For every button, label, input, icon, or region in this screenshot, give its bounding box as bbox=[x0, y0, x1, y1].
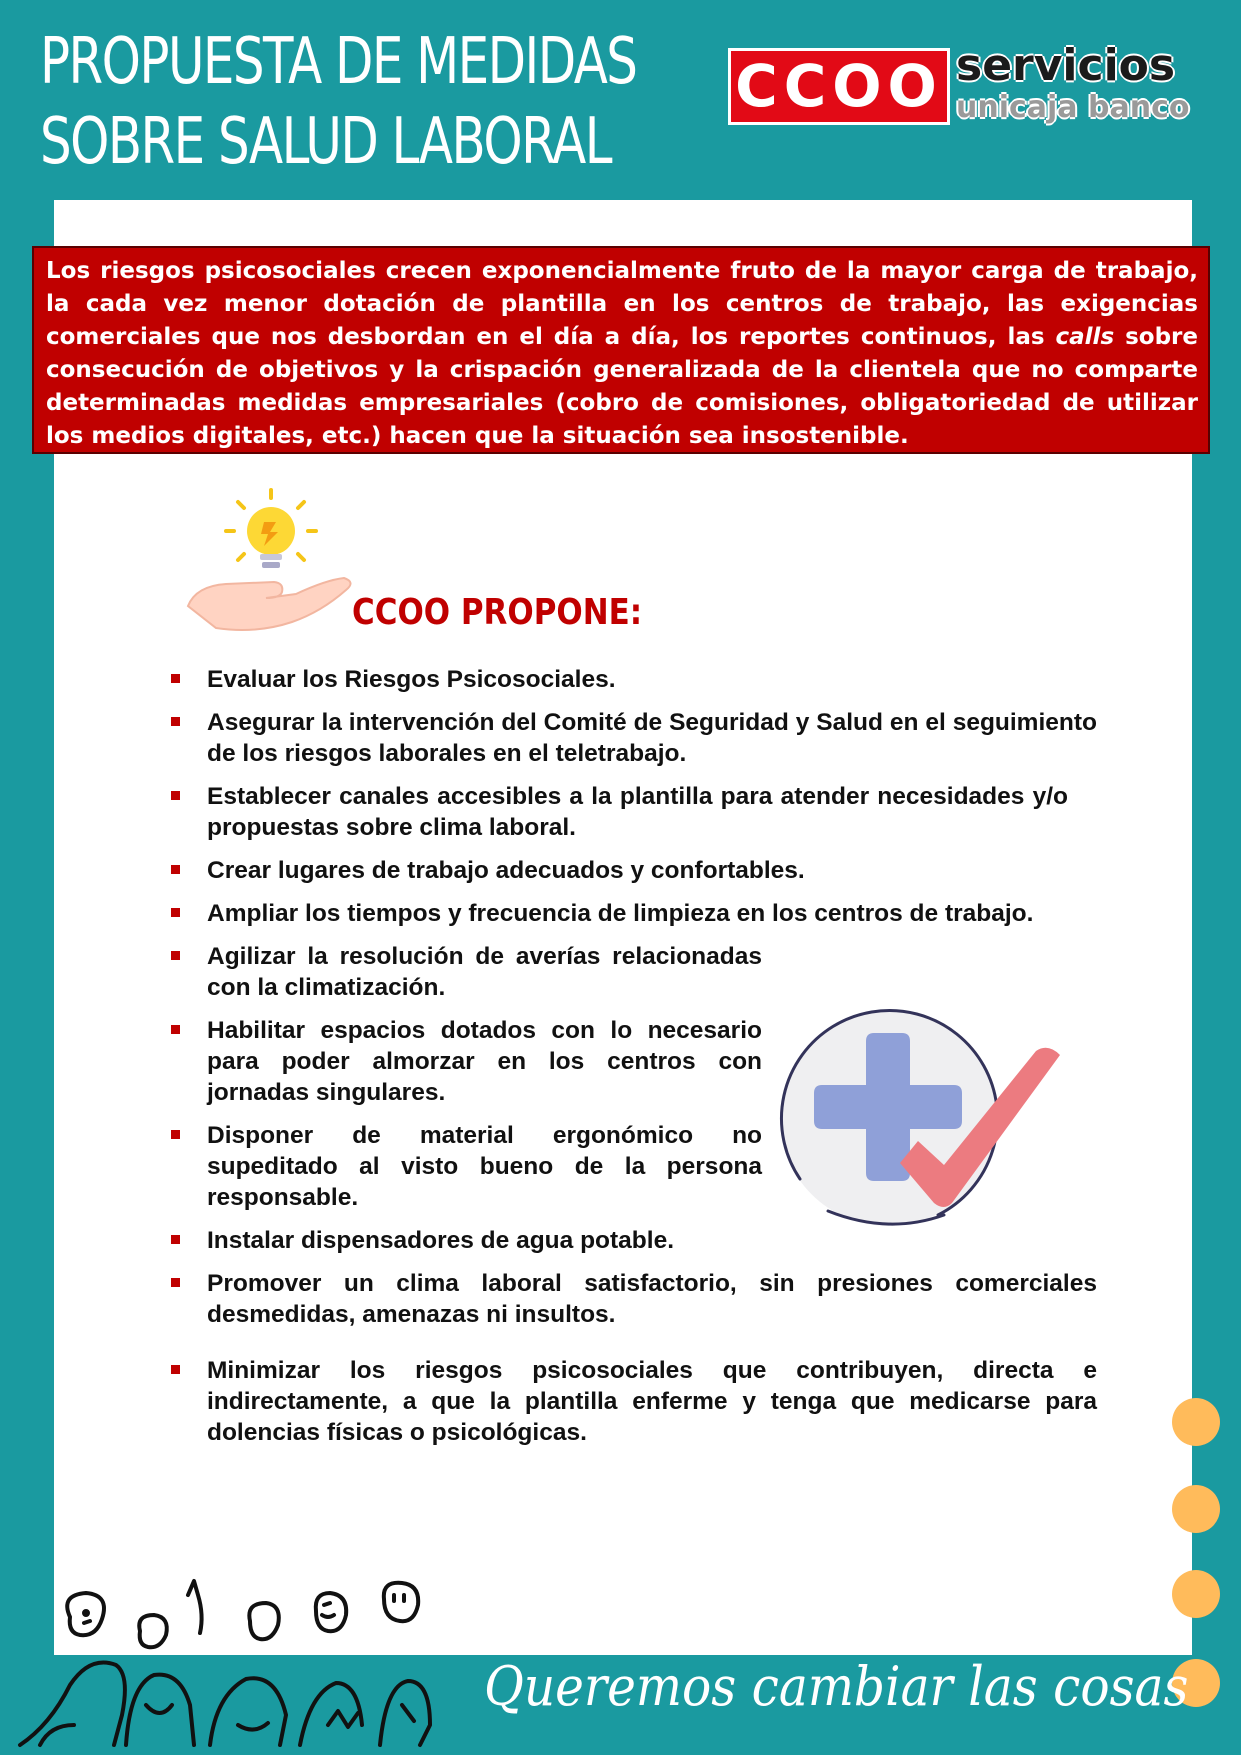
page-title bbox=[40, 22, 637, 182]
title-line-1: PROPUESTA DE MEDIDAS bbox=[40, 25, 637, 99]
bullet-icon bbox=[171, 717, 180, 726]
proposal-text: Ampliar los tiempos y frecuencia de limpieza en los centros de trabajo. bbox=[207, 900, 1034, 927]
proposal-text: Crear lugares de trabajo adecuados y confortables. bbox=[207, 857, 805, 884]
intro-text-start: Los riesgos psicosociales crecen exponencialmente fruto de la mayor carga de trabajo, la cada vez menor dotación de plantilla en los centros de trabajo, las exigencias comerciales que nos desbordan en el día a día, los reportes continuos, las bbox=[46, 258, 1198, 350]
decorative-dot bbox=[1172, 1485, 1220, 1533]
decorative-dot bbox=[1172, 1570, 1220, 1618]
proposal-text: Agilizar la resolución de averías relacionadas con la climatización. bbox=[207, 943, 762, 1001]
proposal-item bbox=[168, 1268, 1097, 1330]
bullet-icon bbox=[171, 1235, 180, 1244]
bullet-icon bbox=[171, 791, 180, 800]
proposal-item bbox=[168, 1015, 762, 1108]
intro-box bbox=[32, 246, 1210, 454]
people-sketch-icon bbox=[10, 1575, 450, 1750]
proposal-item bbox=[168, 1120, 762, 1213]
logo-unicaja-text: unicaja banco bbox=[956, 90, 1190, 125]
proposal-item bbox=[168, 707, 1097, 769]
bullet-icon bbox=[171, 1365, 180, 1374]
propone-heading: CCOO PROPONE: bbox=[352, 592, 643, 633]
bullet-icon bbox=[171, 1130, 180, 1139]
proposal-item bbox=[168, 898, 1097, 929]
proposal-item bbox=[168, 1355, 1097, 1448]
lightbulb-hand-icon bbox=[186, 488, 356, 638]
proposal-text: Asegurar la intervención del Comité de Seguridad y Salud en el seguimiento de los riesgos laborales en el teletrabajo. bbox=[207, 709, 1097, 767]
proposal-item bbox=[168, 664, 1068, 695]
title-line-2: SOBRE SALUD LABORAL bbox=[40, 105, 612, 179]
proposal-text: Instalar dispensadores de agua potable. bbox=[207, 1227, 674, 1254]
bullet-icon bbox=[171, 865, 180, 874]
ccoo-logo-mark: CCOO bbox=[728, 48, 950, 125]
proposal-text: Minimizar los riesgos psicosociales que contribuyen, directa e indirectamente, a que la plantilla enferme y tenga que medicarse para dolencias físicas o psicológicas. bbox=[207, 1357, 1097, 1446]
bullet-icon bbox=[171, 1278, 180, 1287]
medical-cross-check-icon bbox=[768, 1003, 1088, 1233]
intro-text-end: sobre consecución de objetivos y la crispación generalizada de la clientela que no comparte determinadas medidas empresariales (cobro de comisiones, obligatoriedad de utilizar los medios digitales, etc.) hacen que la situación sea insostenible. bbox=[46, 324, 1199, 449]
proposal-text: Disponer de material ergonómico no supeditado al visto bueno de la persona responsable. bbox=[207, 1122, 762, 1211]
bullet-icon bbox=[171, 908, 180, 917]
bullet-icon bbox=[171, 674, 180, 683]
decorative-dot bbox=[1172, 1398, 1220, 1446]
bullet-icon bbox=[171, 1025, 180, 1034]
proposal-item bbox=[168, 781, 1068, 843]
proposal-item bbox=[168, 855, 1068, 886]
bullet-icon bbox=[171, 951, 180, 960]
proposal-text: Establecer canales accesibles a la plantilla para atender necesidades y/o propuestas sobre clima laboral. bbox=[207, 783, 1068, 841]
proposal-text: Evaluar los Riesgos Psicosociales. bbox=[207, 666, 616, 693]
logo-servicios-text: servicios bbox=[956, 40, 1176, 91]
ccoo-logo bbox=[728, 40, 1190, 128]
proposal-item bbox=[168, 941, 762, 1003]
proposal-text: Promover un clima laboral satisfactorio, sin presiones comerciales desmedidas, amenazas ni insultos. bbox=[207, 1270, 1097, 1328]
intro-calls-word: calls bbox=[1055, 324, 1115, 350]
proposal-text: Habilitar espacios dotados con lo necesario para poder almorzar en los centros con jornadas singulares. bbox=[207, 1017, 762, 1106]
footer-slogan: Queremos cambiar las cosas bbox=[484, 1655, 1189, 1718]
